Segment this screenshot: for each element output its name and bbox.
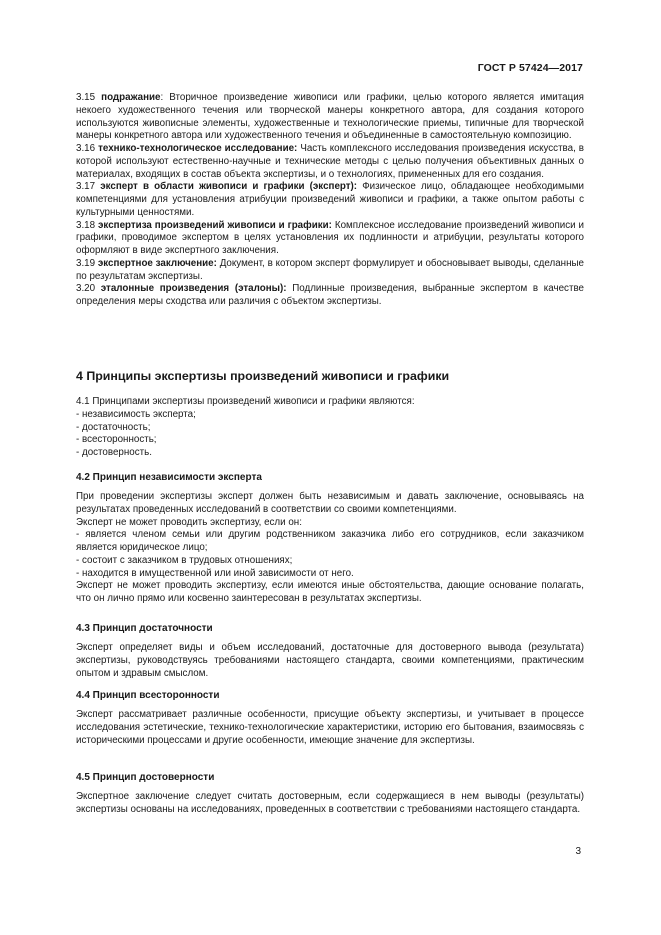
list-item: - независимость эксперта;	[76, 408, 196, 420]
principles-intro: 4.1 Принципами экспертизы произведений живописи и графики являются:	[76, 396, 415, 407]
standard-code: ГОСТ Р 57424—2017	[477, 62, 583, 74]
definition-text: Подлинные произведения, выбранные экспертом в качестве определения меры сходства или различия с объектом экспертизы.	[76, 283, 584, 307]
definition-3-15: 3.15 подражание: Вторичное произведение живописи или графики, целью которого является имитация некоего художественного течения или творческой манеры конкретного автора, для создания которого используются живописные элементы, художественные и технологические приемы, типичные для творческой манеры конкретного автора или художественного течения и объединенные в самостоятельную композицию.	[76, 92, 584, 142]
definition-3-16: 3.16 технико-технологическое исследование: Часть комплексного исследования произведения искусства, в которой используют естественно-научные и технические методы с целью получения объективных данных о материалах, входящих в состав объекта экспертизы, и о технологиях, примененных для его создания.	[76, 143, 585, 180]
paragraph: Эксперт не может проводить экспертизу, если имеются иные обстоятельства, дающие основание полагать, что он лично прямо или косвенно заинтересован в результатах экспертизы.	[76, 580, 584, 604]
definition-term: эксперт в области живописи и графики (эксперт):	[100, 181, 358, 193]
definition-text: Часть комплексного исследования произведения искусства, в которой используют естественно-научные и технические методы с целью получения объективных данных о материалах, входящих в состав объекта экспертизы, и о технологиях, примененных для его создания.	[76, 143, 585, 180]
definition-term: подражание	[101, 92, 161, 103]
paragraph: Эксперт рассматривает различные особенности, присущие объекту экспертизы, и учитывает в процессе исследования эстетические, технико-технологические характеристики, историю его бытования, взаимосвязь с историческими процессами и другие особенности, имеющие значение для экспертизы.	[76, 709, 584, 746]
list-item: - находится в имущественной или иной зависимости от него.	[76, 567, 354, 579]
definition-text: Документ, в котором эксперт формулирует и обосновывает выводы, сделанные по результатам экспертизы.	[76, 257, 584, 282]
definition-text: Комплексное исследование произведений живописи и графики, проводимое экспертом в целях установления их подлинности и атрибуции, результаты которого оформляют в виде экспертного заключения.	[76, 219, 584, 256]
page-number: 3	[575, 846, 581, 857]
definition-text: Вторичное произведение живописи или графики, целью которого является имитация некоего художественного течения или творческой манеры конкретного автора, для создания которого используются живописные элементы, художественные и технологические приемы, типичные для творческой манеры конкретного автора или художественного течения и объединенные в самостоятельную композицию.	[76, 92, 584, 142]
definition-term: экспертиза произведений живописи и графики:	[98, 219, 332, 231]
list-item: - достаточность;	[76, 421, 151, 433]
principles-list-block	[76, 396, 584, 460]
definition-3-17: 3.17 эксперт в области живописи и графики (эксперт): Физическое лицо, обладающее необходимыми компетенциями для установления атрибуции произведений живописи и графики, а также опытом работы с культурными ценностями.	[76, 181, 584, 218]
list-item: - является членом семьи или другим родственником заказчика либо его сотрудников, если заказчиком является юридическое лицо;	[76, 529, 584, 553]
section-heading: 4 Принципы экспертизы произведений живописи и графики	[76, 369, 450, 383]
list-item: - всесторонность;	[76, 434, 157, 446]
subsection-heading: 4.4 Принцип всесторонности	[76, 690, 220, 701]
definition-term: эталонные произведения (эталоны):	[100, 283, 287, 295]
subsection-heading: 4.2 Принцип независимости эксперта	[76, 472, 262, 483]
subsection-heading: 4.3 Принцип достаточности	[76, 623, 213, 634]
paragraph: Экспертное заключение следует считать достоверным, если содержащиеся в нем выводы (результаты) экспертизы основаны на исследованиях, проведенных в соответствии с требованиями настоящего стандарта.	[76, 791, 584, 815]
paragraph: Эксперт не может проводить экспертизу, если он:	[76, 516, 302, 528]
paragraph: При проведении экспертизы эксперт должен быть независимым и давать заключение, основываясь на результатах проведенных исследований в соответствии со своими компетенциями.	[76, 491, 584, 515]
subsection-4-5	[76, 771, 584, 817]
section-4-heading-block	[76, 369, 584, 384]
subsection-heading: 4.5 Принцип достоверности	[76, 772, 215, 783]
subsection-4-2	[76, 471, 584, 606]
list-item: - достоверность.	[76, 447, 152, 458]
list-item: - состоит с заказчиком в трудовых отношениях;	[76, 554, 293, 566]
definition-3-19: 3.19 экспертное заключение: Документ, в котором эксперт формулирует и обосновывает выводы, сделанные по результатам экспертизы.	[76, 257, 584, 282]
paragraph: Эксперт определяет виды и объем исследований, достаточные для достоверного вывода (результата) экспертизы, руководствуясь требованиями настоящего стандарта, своими компетенциями, практическим опытом и здравым смыслом.	[76, 642, 584, 679]
subsection-4-4	[76, 689, 584, 747]
subsection-4-3	[76, 622, 584, 680]
definition-term: экспертное заключение:	[97, 257, 217, 269]
definition-3-20: 3.20 эталонные произведения (эталоны): Подлинные произведения, выбранные экспертом в качестве определения меры сходства или различия с объектом экспертизы.	[76, 283, 584, 307]
definitions-block	[76, 92, 584, 309]
definition-text: Физическое лицо, обладающее необходимыми компетенциями для установления атрибуции произведений живописи и графики, а также опытом работы с культурными ценностями.	[76, 181, 584, 218]
definition-term: технико-технологическое исследование:	[98, 143, 298, 154]
definition-3-18: 3.18 экспертиза произведений живописи и графики: Комплексное исследование произведений живописи и графики, проводимое экспертом в целях установления их подлинности и атрибуции, результаты которого оформляют в виде экспертного заключения.	[76, 219, 584, 256]
